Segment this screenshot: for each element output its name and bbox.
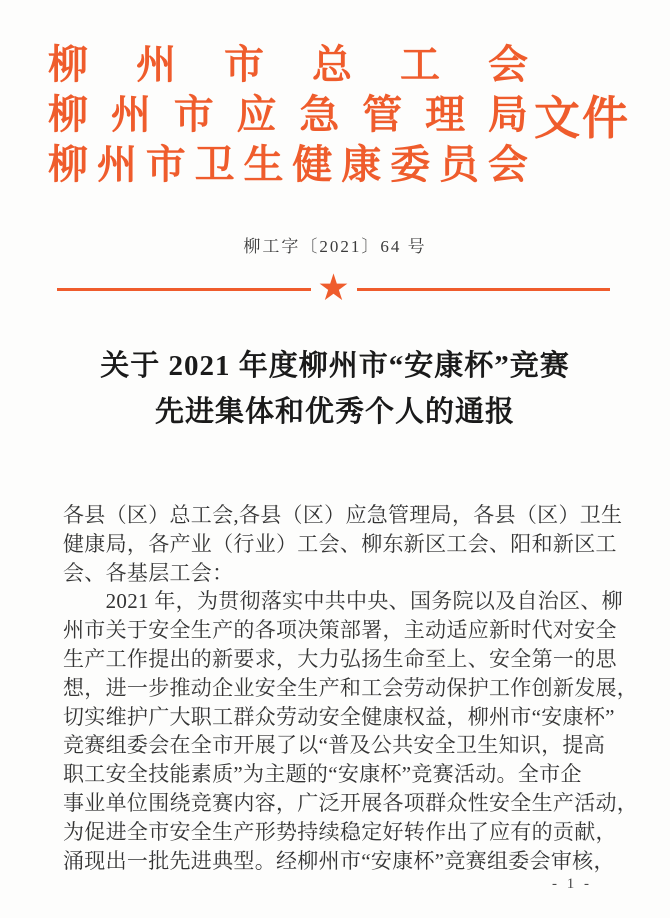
star-icon: ★ bbox=[318, 272, 349, 305]
body-line: 健康局，各产业（行业）工会、柳东新区工会、阳和新区工 bbox=[63, 531, 617, 556]
body-line: 会、各基层工会： bbox=[63, 560, 234, 585]
letterhead-org-lines bbox=[48, 40, 528, 190]
body-line: 职工安全技能素质”为主题的“安康杯”竞赛活动。全市企 bbox=[63, 762, 582, 787]
body-line: 为促进全市安全生产形势持续稳定好转作出了应有的贡献， bbox=[63, 819, 617, 844]
document-title bbox=[0, 343, 670, 435]
document-title-line2: 先进集体和优秀个人的通报 bbox=[154, 396, 515, 428]
letterhead-org-line: 柳 州 市 卫 生 健 康 委 员 会 bbox=[48, 142, 528, 187]
body-text bbox=[63, 501, 639, 875]
body-line: 切实维护广大职工群众劳动安全健康权益，柳州市“安康杯” bbox=[63, 704, 615, 729]
divider-rule-right bbox=[357, 288, 611, 291]
body-line: 涌现出一批先进典型。经柳州市“安康杯”竞赛组委会审核， bbox=[63, 848, 615, 873]
divider-rule-left bbox=[57, 288, 311, 291]
doc-type-label: 文件 bbox=[534, 93, 630, 144]
body-line: 州市关于安全生产的各项决策部署，主动适应新时代对安全 bbox=[63, 618, 617, 643]
body-line: 想，进一步推动企业安全生产和工会劳动保护工作创新发展， bbox=[63, 675, 639, 700]
letterhead-org-line: 柳 州 市 应 急 管 理 局 bbox=[48, 92, 528, 137]
page-number: - 1 - bbox=[552, 876, 592, 892]
star-divider bbox=[57, 273, 610, 305]
body-line: 竞赛组委会在全市开展了以“普及公共安全卫生知识，提高 bbox=[63, 733, 606, 758]
letterhead-org-line: 柳 州 市 总 工 会 bbox=[48, 42, 528, 87]
document-number: 柳工字〔2021〕64 号 bbox=[243, 237, 427, 256]
body-line: 事业单位围绕竞赛内容，广泛开展各项群众性安全生产活动， bbox=[63, 790, 639, 815]
body-line: 生产工作提出的新要求，大力弘扬生命至上、安全第一的思 bbox=[63, 646, 617, 671]
body-line: 2021 年，为贯彻落实中共中央、国务院以及自治区、柳 bbox=[63, 589, 623, 614]
document-title-line1: 关于 2021 年度柳州市“安康杯”竞赛 bbox=[100, 350, 570, 382]
letterhead bbox=[48, 40, 670, 190]
body-line: 各县（区）总工会,各县（区）应急管理局，各县（区）卫生 bbox=[63, 503, 623, 527]
